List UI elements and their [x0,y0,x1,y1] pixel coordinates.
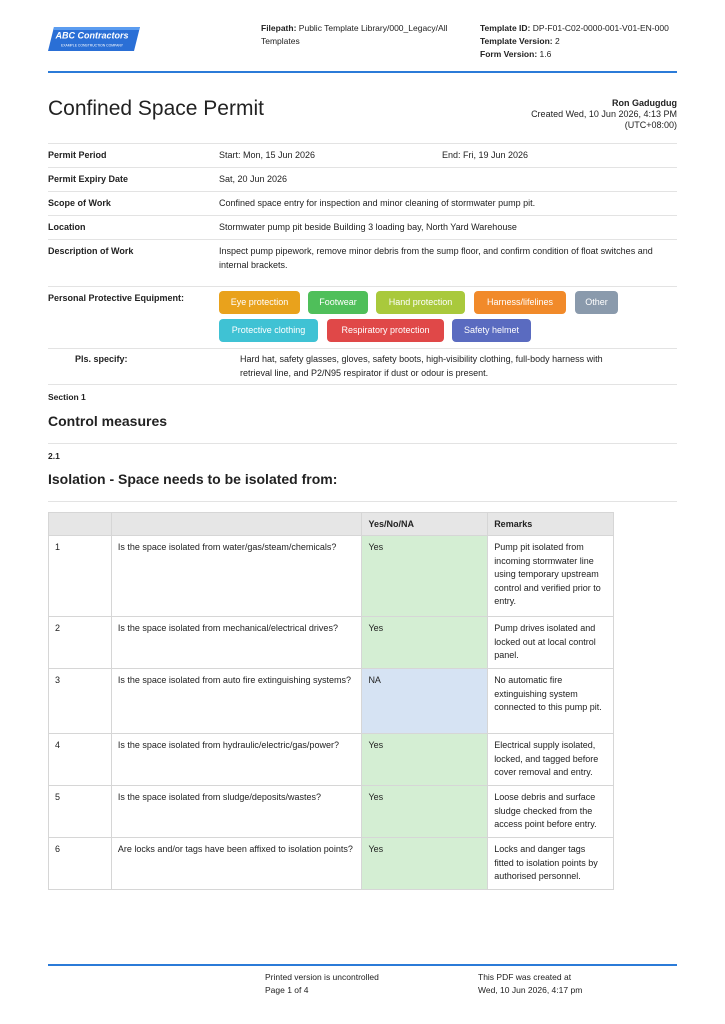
specify-label: Pls. specify: [75,354,128,364]
table-row [49,536,614,617]
row-question: Is the space isolated from auto fire extinguishing systems? [111,669,362,734]
header-divider [48,71,677,73]
row-remarks: Pump drives isolated and locked out at local control panel. [488,617,614,669]
row-question: Is the space isolated from mechanical/electrical drives? [111,617,362,669]
subsection-title: Isolation - Space needs to be isolated from: [48,471,338,487]
ppe-tag: Eye protection [219,291,300,314]
column-header-question [111,513,362,536]
row-number: 3 [49,669,112,734]
section-divider [48,443,677,444]
row-answer: Yes [362,838,488,890]
created-timezone: (UTC+08:00) [624,120,677,130]
row-number: 1 [49,536,112,617]
scope-row [48,192,677,216]
template-version-label: Template Version: [480,36,553,46]
section-label: Section 1 [48,392,86,402]
column-header-remarks: Remarks [488,513,614,536]
permit-end: End: Fri, 19 Jun 2026 [442,150,529,160]
ppe-label: Personal Protective Equipment: [48,293,185,303]
footer-created-label: This PDF was created at [478,972,572,982]
specify-row [48,349,677,385]
form-version-value: 1.6 [539,49,552,59]
location-value: Stormwater pump pit beside Building 3 loading bay, North Yard Warehouse [219,222,517,232]
row-question: Is the space isolated from sludge/deposits/wastes? [111,786,362,838]
table-row [49,617,614,669]
table-header-row [49,513,614,536]
isolation-table [48,512,614,890]
ppe-tag: Safety helmet [452,319,531,342]
row-question: Is the space isolated from water/gas/steam/chemicals? [111,536,362,617]
template-version-value: 2 [554,36,560,46]
ppe-tag: Footwear [308,291,368,314]
ppe-tag: Other [575,291,618,314]
form-version-label: Form Version: [480,49,538,59]
location-row [48,216,677,240]
row-remarks: Loose debris and surface sludge checked from the access point before entry. [488,786,614,838]
row-question: Is the space isolated from hydraulic/electric/gas/power? [111,734,362,786]
section-title: Control measures [48,413,168,429]
column-header-answer: Yes/No/NA [362,513,488,536]
filepath-label: Filepath: [261,23,297,33]
expiry-value: Sat, 20 Jun 2026 [219,174,288,184]
row-remarks: No automatic fire extinguishing system connected to this pump pit. [488,669,614,734]
subsection-number: 2.1 [48,451,60,461]
template-meta [480,22,690,61]
description-value: Inspect pump pipework, remove minor debris from the sump floor, and confirm condition of float switches and internal brackets. [219,246,653,270]
logo-text: ABC Contractors [55,30,129,41]
ppe-tag: Respiratory protection [327,319,444,342]
expiry-row [48,168,677,192]
table-row [49,734,614,786]
logo-tagline: EXAMPLE CONSTRUCTION COMPANY [60,43,124,48]
creator-info [531,98,677,131]
description-label: Description of Work [48,246,134,256]
template-id-label: Template ID: [480,23,531,33]
ppe-tag: Protective clothing [219,319,318,342]
row-number: 5 [49,786,112,838]
ppe-row [48,287,677,349]
row-question: Are locks and/or tags have been affixed to isolation points? [111,838,362,890]
row-answer: Yes [362,617,488,669]
footer-page-number: Page 1 of 4 [265,985,309,995]
row-remarks: Locks and danger tags fitted to isolation points by authorised personnel. [488,838,614,890]
permit-period-label: Permit Period [48,150,107,160]
template-id-value: DP-F01-C02-0000-001-V01-EN-000 [532,23,669,33]
ppe-tag: Hand protection [376,291,465,314]
row-remarks: Pump pit isolated from incoming stormwater line using temporary upstream control and verified prior to entry. [488,536,614,617]
row-number: 2 [49,617,112,669]
row-answer: Yes [362,786,488,838]
scope-label: Scope of Work [48,198,111,208]
permit-start: Start: Mon, 15 Jun 2026 [219,150,316,160]
ppe-tag: Harness/lifelines [474,291,566,314]
footer-divider [48,964,677,966]
table-row [49,838,614,890]
table-row [49,786,614,838]
footer-print-info [265,971,379,997]
subsection-divider [48,501,677,502]
filepath-value: Public Template Library/000_Legacy/All Templates [261,23,448,46]
row-number: 4 [49,734,112,786]
table-row [49,669,614,734]
permit-period-row [48,143,677,168]
footer-created-info [478,971,582,997]
row-number: 6 [49,838,112,890]
created-date: Created Wed, 10 Jun 2026, 4:13 PM [531,109,677,119]
row-answer: Yes [362,536,488,617]
column-header-number [49,513,112,536]
row-remarks: Electrical supply isolated, locked, and tagged before cover removal and entry. [488,734,614,786]
row-answer: Yes [362,734,488,786]
footer-uncontrolled: Printed version is uncontrolled [265,972,379,982]
row-answer: NA [362,669,488,734]
creator-name: Ron Gadugdug [612,98,677,108]
expiry-label: Permit Expiry Date [48,174,129,184]
location-label: Location [48,222,86,232]
scope-value: Confined space entry for inspection and minor cleaning of stormwater pump pit. [219,198,536,208]
description-row [48,240,677,287]
specify-value: Hard hat, safety glasses, gloves, safety boots, high-visibility clothing, full-body harness with retrieval line, and P2/N95 respirator if dust or odour is present. [240,354,603,378]
filepath-meta [261,22,461,48]
page-title: Confined Space Permit [48,97,264,120]
company-logo [48,26,140,52]
footer-created-value: Wed, 10 Jun 2026, 4:17 pm [478,985,583,995]
